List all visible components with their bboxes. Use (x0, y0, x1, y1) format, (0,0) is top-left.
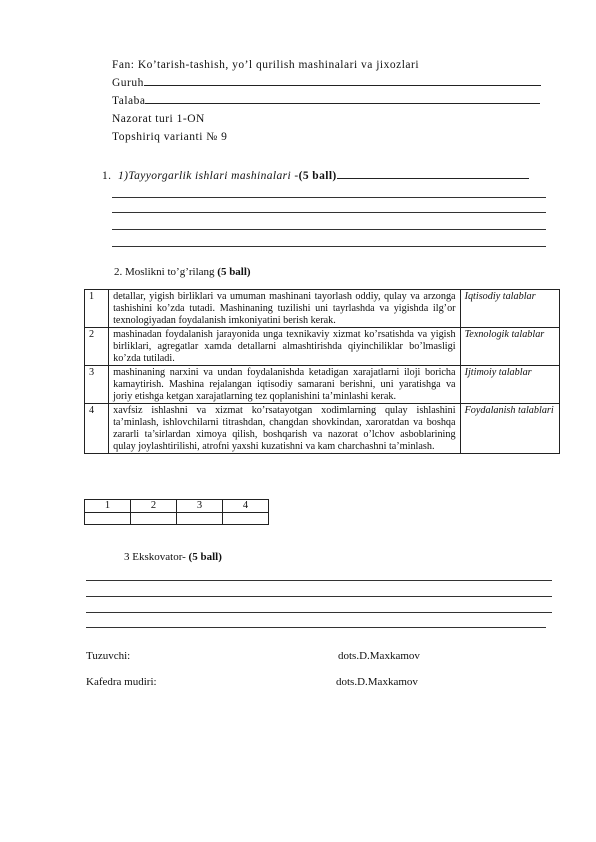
task2-points: (5 ball) (217, 266, 251, 278)
task1-text: 1)Tayyorgarlik ishlari mashinalari - (118, 170, 299, 182)
matching-table (84, 289, 560, 454)
task3-text: 3 Ekskovator- (124, 551, 186, 563)
subject-line: Fan: Ko’tarish-tashish, yo’l qurilish mashinalari va jixozlari (112, 59, 420, 71)
answer-line[interactable] (86, 596, 552, 597)
row-number: 1 (85, 290, 109, 328)
answer-header: 3 (177, 500, 223, 513)
student-blank[interactable] (145, 103, 540, 104)
row-label: Texnologik talablar (460, 328, 559, 366)
row-label: Ijtimoiy talablar (460, 366, 559, 404)
answer-line[interactable] (86, 612, 552, 613)
row-text: xavfsiz ishlashni va xizmat ko’rsatayotgan xodimlarning qulay ishlashini ta’minlash, ishlovchilarni titrashdan, changdan shovkindan, xaroratdan va boshqa zararli ta’sirlardan ximoya qilish, boshqarish va nazorat o’lchov asboblarining qulay joylashtirilishi, atrofni yaxshi kuzatishni va kam charchashni ta’minlash. (109, 404, 460, 454)
answer-line[interactable] (112, 212, 546, 213)
answer-cell[interactable] (85, 513, 131, 525)
task1-line (102, 170, 529, 182)
head-name: dots.D.Maxkamov (336, 676, 418, 688)
task1-points: (5 ball) (298, 170, 337, 182)
row-label: Iqtisodiy talablar (460, 290, 559, 328)
answer-header: 2 (131, 500, 177, 513)
group-blank[interactable] (144, 85, 541, 86)
task2-title-text: 2. Moslikni to’g’rilang (114, 266, 215, 278)
answer-cell[interactable] (131, 513, 177, 525)
row-number: 4 (85, 404, 109, 454)
answer-grid (84, 499, 269, 525)
control-type: Nazorat turi 1-ON (112, 113, 205, 125)
author-label: Tuzuvchi: (86, 650, 131, 662)
table-row (85, 366, 560, 404)
head-label: Kafedra mudiri: (86, 676, 157, 688)
answer-cell[interactable] (177, 513, 223, 525)
author-name: dots.D.Maxkamov (338, 650, 420, 662)
row-label: Foydalanish talablari (460, 404, 559, 454)
answer-header: 4 (223, 500, 269, 513)
answer-cell[interactable] (223, 513, 269, 525)
student-line (112, 94, 540, 108)
answer-header: 1 (85, 500, 131, 513)
variant-number: Topshiriq varianti № 9 (112, 131, 228, 143)
task2-title (114, 266, 251, 278)
answer-header-row (85, 500, 269, 513)
group-label: Guruh (112, 77, 144, 89)
row-number: 2 (85, 328, 109, 366)
answer-line[interactable] (112, 197, 546, 198)
answer-line[interactable] (112, 246, 546, 247)
task1-number: 1. (102, 170, 112, 182)
table-row (85, 290, 560, 328)
table-row (85, 404, 560, 454)
student-label: Talaba (112, 95, 146, 107)
task3-points: (5 ball) (188, 551, 222, 563)
table-row (85, 328, 560, 366)
task1-answer-blank[interactable] (337, 178, 529, 179)
row-text: mashinadan foydalanish jarayonida unga texnikaviy xizmat ko’rsatishda va yigish birliklari, agregatlar xamda detallarni almashtirishda qiyinchiliklar bo’lmasligi ko’zda tutiladi. (109, 328, 460, 366)
answer-line[interactable] (86, 627, 546, 628)
answer-line[interactable] (112, 229, 546, 230)
group-line (112, 76, 541, 90)
task3-title (124, 551, 222, 563)
answer-input-row (85, 513, 269, 525)
answer-line[interactable] (86, 580, 552, 581)
row-text: detallar, yigish birliklari va umuman mashinani tayorlash oddiy, qulay va arzonga tashishini ko’zda tutadi. Mashinaning tuzilishi uni tayrlashda va yigishda ilg’or texnologiyadan foydalanish imkoniyatini berish kerak. (109, 290, 460, 328)
row-text: mashinaning narxini va undan foydalanishda ketadigan xarajatlarni iloji boricha kamaytirish. Mashina rejalangan iqtisodiy samarani berishni, uni yaratishga va joriy etishga ketgan xarajatlarning tez qoplanishini ta’minlashi kerak. (109, 366, 460, 404)
row-number: 3 (85, 366, 109, 404)
